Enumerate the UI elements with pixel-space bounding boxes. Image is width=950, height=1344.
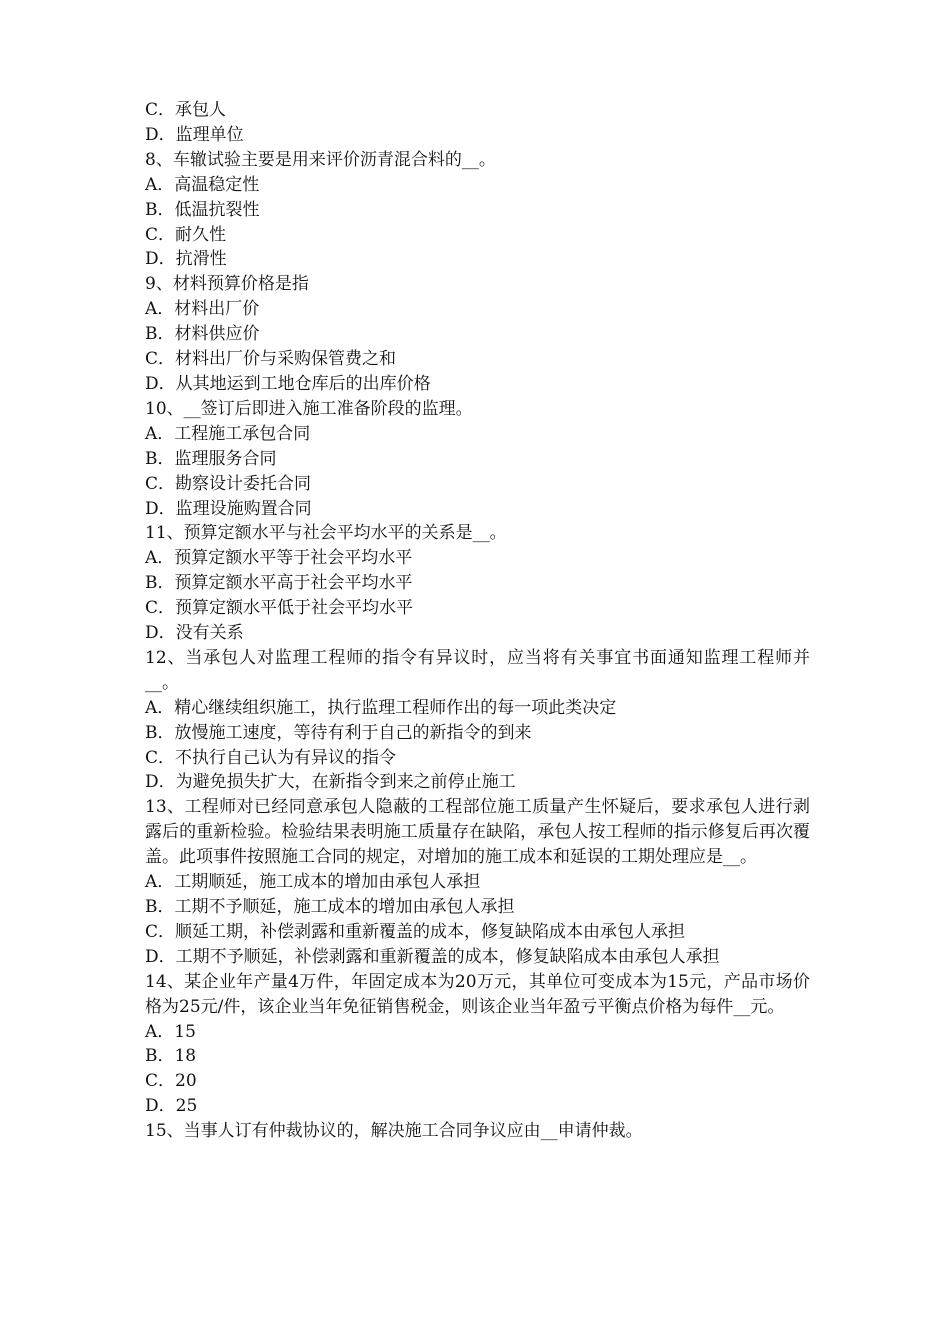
question-9-option-a: A．材料出厂价: [145, 299, 260, 320]
question-12-option-d: D．为避免损失扩大，在新指令到来之前停止施工: [145, 772, 516, 793]
question-14-option-d: D．25: [145, 1096, 198, 1117]
question-12-option-c: C．不执行自己认为有异议的指令: [145, 747, 397, 768]
question-12-option-b: B．放慢施工速度，等待有利于自己的新指令的到来: [145, 722, 532, 743]
question-8-option-c: C．耐久性: [145, 224, 227, 245]
question-14: 14、某企业年产量4万件，年固定成本为20万元，其单位可变成本为15元，产品市场价格为25元/件，该企业当年免征销售税金，则该企业当年盈亏平衡点价格为每件__元。: [145, 971, 810, 1017]
option-c-line: C．承包人: [145, 100, 227, 120]
question-8: 8、车辙试验主要是用来评价沥青混合料的__。: [145, 149, 496, 170]
exam-text-body: [145, 98, 810, 1144]
question-8-option-d: D．抗滑性: [145, 249, 227, 270]
question-9: 9、材料预算价格是指: [145, 274, 309, 295]
question-11-option-a: A．预算定额水平等于社会平均水平: [145, 548, 413, 569]
question-15: 15、当事人订有仲裁协议的，解决施工合同争议应由__申请仲裁。: [145, 1121, 643, 1142]
question-11: 11、预算定额水平与社会平均水平的关系是__。: [145, 523, 507, 544]
question-10-option-d: D．监理设施购置合同: [145, 498, 312, 519]
question-13-option-a: A．工期顺延，施工成本的增加由承包人承担: [145, 872, 481, 893]
question-9-option-c: C．材料出厂价与采购保管费之和: [145, 349, 397, 370]
question-13-option-b: B．工期不予顺延，施工成本的增加由承包人承担: [145, 897, 515, 917]
question-11-option-b: B．预算定额水平高于社会平均水平: [145, 573, 413, 594]
question-9-option-b: B．材料供应价: [145, 324, 260, 345]
question-8-option-b: B．低温抗裂性: [145, 199, 260, 220]
question-12-option-a: A．精心继续组织施工，执行监理工程师作出的每一项此类决定: [145, 697, 617, 718]
question-14-option-c: C．20: [145, 1071, 197, 1092]
question-10-option-b: B．监理服务合同: [145, 448, 277, 469]
question-13-option-d: D．工期不予顺延，补偿剥露和重新覆盖的成本，修复缺陷成本由承包人承担: [145, 946, 720, 967]
question-14-option-b: B．18: [145, 1046, 197, 1067]
question-11-option-d: D．没有关系: [145, 623, 244, 644]
question-12: 12、当承包人对监理工程师的指令有异议时，应当将有关事宜书面通知监理工程师并__。: [145, 647, 810, 693]
question-10-option-a: A．工程施工承包合同: [145, 423, 311, 444]
question-11-option-c: C．预算定额水平低于社会平均水平: [145, 598, 414, 619]
question-14-option-a: A．15: [145, 1021, 196, 1042]
question-10: 10、__签订后即进入施工准备阶段的监理。: [145, 398, 473, 419]
question-8-option-a: A．高温稳定性: [145, 174, 260, 195]
question-10-option-c: C．勘察设计委托合同: [145, 473, 312, 494]
question-9-option-d: D．从其地运到工地仓库后的出库价格: [145, 373, 431, 394]
option-d-line: D．监理单位: [145, 124, 244, 145]
question-13: 13、工程师对已经同意承包人隐蔽的工程部位施工质量产生怀疑后，要求承包人进行剥露后的重新检验。检验结果表明施工质量存在缺陷，承包人按工程师的指示修复后再次覆盖。此项事件按照施工合同的规定，对增加的施工成本和延误的工期处理应是__。: [145, 797, 810, 868]
question-13-option-c: C．顺延工期，补偿剥露和重新覆盖的成本，修复缺陷成本由承包人承担: [145, 921, 686, 942]
